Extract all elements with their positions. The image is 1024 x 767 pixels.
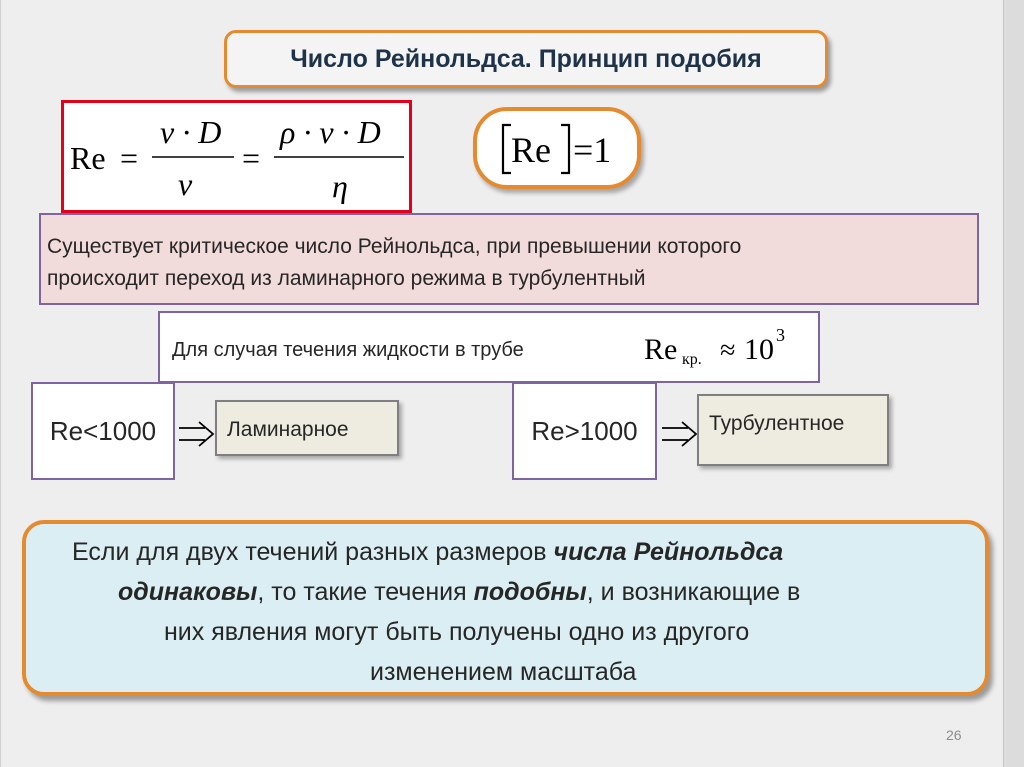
formula-numerator-1: v · D [160,114,222,150]
condition-laminar [31,382,175,480]
regime-laminar-text: Ламинарное [227,418,349,441]
bracket-right [561,125,569,173]
formula-denominator-1: ν [178,166,193,202]
principle-text-1: Если для двух течений разных размеров [72,538,554,566]
formula-lhs: Re [70,140,106,176]
formula-eq-1: = [120,140,139,176]
dimension-formula [473,107,641,189]
critical-re: Re [644,333,678,366]
critical-re-formula [160,313,820,383]
dimension-rhs: =1 [573,130,612,170]
critical-line-1: Существует критическое число Рейнольдса, при превышении которого [47,235,742,258]
principle-line-2 [118,572,800,612]
power-base: 10 [744,333,774,366]
formula-numerator-2: ρ · v · D [280,114,381,150]
implies-arrow-icon [660,420,700,450]
slide-title [224,30,828,88]
implies-arrow-laminar [177,420,217,450]
pipe-flow-text: Для случая течения жидкости в трубе [172,339,524,361]
condition-turbulent-text: Re>1000 [531,415,638,446]
similarity-principle [22,520,989,696]
regime-turbulent-text: Турбулентное [709,412,845,435]
principle-bold-similar: подобны [473,578,587,606]
principle-line-4: изменением масштаба [370,658,637,686]
slide-edge [1003,0,1024,767]
power-exponent: 3 [776,325,785,345]
principle-text-2: , то такие течения [257,578,474,606]
critical-re-subscript: кр. [682,351,702,368]
principle-bold-reynolds: числа Рейнольдса [553,538,784,566]
implies-arrow-turbulent [660,420,700,450]
critical-line-2: происходит переход из ламинарного режима в турбулентный [47,267,646,290]
approx-symbol: ≈ [720,335,736,366]
condition-turbulent [512,382,657,480]
principle-text-3: , и возникающие в [586,578,801,606]
critical-number-note [39,213,979,305]
bracket-left [503,125,511,173]
dimension-formula-svg [477,111,637,185]
regime-turbulent [697,394,889,466]
implies-arrow-icon [177,420,217,450]
formula-eq-2: = [242,140,261,176]
principle-bold-equal: одинаковы [118,578,258,606]
dimension-lhs: Re [511,130,551,170]
principle-line-3: них явления могут быть получены одно из другого [164,618,750,646]
page-number: 26 [946,727,962,743]
reynolds-formula-svg [64,103,415,216]
regime-laminar [215,400,399,456]
condition-laminar-text: Re<1000 [49,415,157,446]
reynolds-formula [61,100,412,213]
formula-denominator-2: η [332,168,348,204]
slide-title-text: Число Рейнольдса. Принцип подобия [290,44,762,73]
principle-line-1 [72,532,783,572]
pipe-flow-box [158,311,820,383]
